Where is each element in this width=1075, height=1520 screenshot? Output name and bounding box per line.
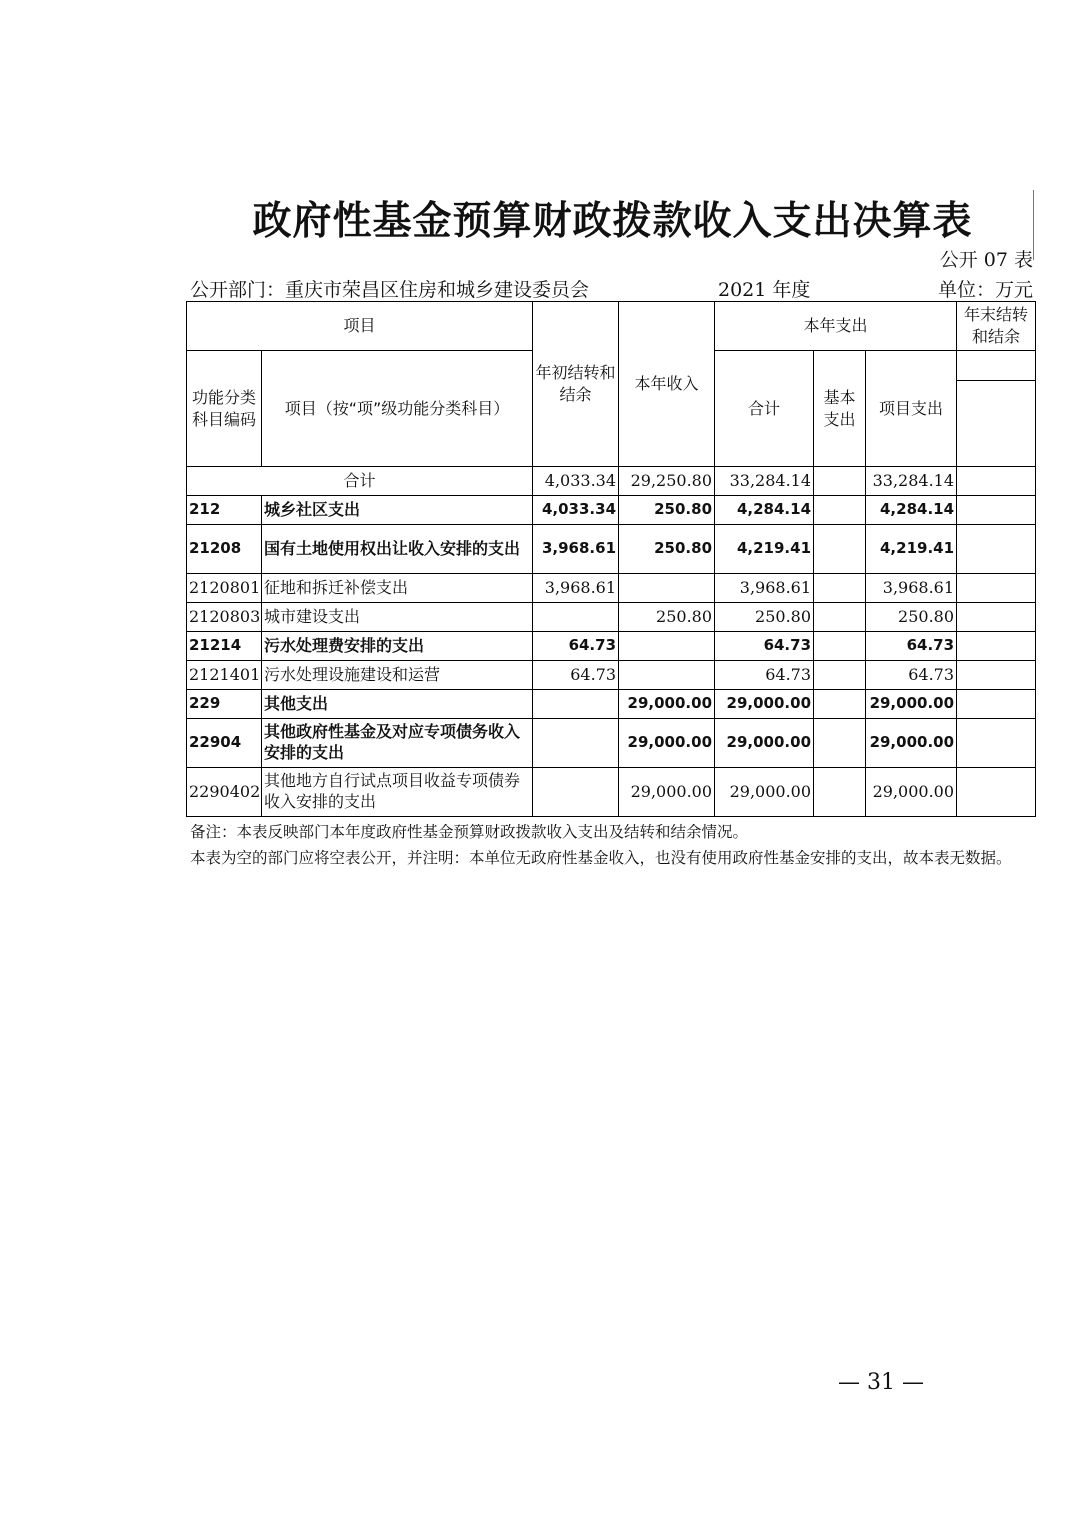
row-begin-balance: 64.73 [533,661,619,690]
row-name: 污水处理设施建设和运营 [262,661,533,690]
row-exp-total: 64.73 [715,661,814,690]
total-income: 29,250.80 [619,467,715,496]
row-exp-project: 64.73 [866,632,957,661]
table-row [187,525,1036,574]
row-code: 2290402 [187,768,262,817]
row-code: 22904 [187,719,262,768]
row-end-balance [957,574,1036,603]
row-begin-balance [533,690,619,719]
row-end-balance [957,661,1036,690]
row-code: 21208 [187,525,262,574]
row-exp-total: 4,284.14 [715,496,814,525]
row-end-balance [957,632,1036,661]
row-end-balance [957,690,1036,719]
row-begin-balance [533,768,619,817]
table-row [187,719,1036,768]
row-exp-project: 29,000.00 [866,768,957,817]
header-income: 本年收入 [619,302,715,467]
row-name: 国有土地使用权出让收入安排的支出 [262,525,533,574]
row-exp-total: 29,000.00 [715,768,814,817]
row-exp-basic [814,603,866,632]
row-code: 229 [187,690,262,719]
row-name: 其他地方自行试点项目收益专项债券收入安排的支出 [262,768,533,817]
row-code: 21214 [187,632,262,661]
row-exp-total: 3,968.61 [715,574,814,603]
row-exp-total: 64.73 [715,632,814,661]
row-code: 2120801 [187,574,262,603]
row-exp-project: 4,284.14 [866,496,957,525]
table-row [187,661,1036,690]
row-income [619,574,715,603]
row-income: 29,000.00 [619,719,715,768]
header-end-balance-spacer [957,351,1036,381]
row-exp-total: 29,000.00 [715,719,814,768]
row-exp-basic [814,661,866,690]
row-exp-basic [814,496,866,525]
table-row [187,496,1036,525]
department-label: 公开部门：重庆市荣昌区住房和城乡建设委员会 [190,279,590,301]
table-row [187,632,1036,661]
header-item: 项目 [187,302,533,351]
fund-budget-table [186,301,1036,817]
total-exp-project: 33,284.14 [866,467,957,496]
header-end-balance-spacer [957,381,1036,467]
row-exp-basic [814,690,866,719]
header-expense: 本年支出 [715,302,957,351]
row-begin-balance: 64.73 [533,632,619,661]
row-end-balance [957,719,1036,768]
row-end-balance [957,525,1036,574]
header-exp-basic: 基本支出 [814,351,866,467]
row-code: 2121401 [187,661,262,690]
row-name: 污水处理费安排的支出 [262,632,533,661]
row-name: 征地和拆迁补偿支出 [262,574,533,603]
total-exp-basic [814,467,866,496]
document-title: 政府性基金预算财政拨款收入支出决算表 [252,199,973,244]
row-exp-basic [814,719,866,768]
table-row [187,574,1036,603]
row-end-balance [957,496,1036,525]
row-income [619,632,715,661]
row-exp-basic [814,632,866,661]
table-number: 公开 07 表 [939,249,1033,271]
total-begin-balance: 4,033.34 [533,467,619,496]
total-end-balance [957,467,1036,496]
row-income: 29,000.00 [619,690,715,719]
table-row [187,768,1036,817]
row-begin-balance: 4,033.34 [533,496,619,525]
row-exp-project: 4,219.41 [866,525,957,574]
row-name: 城乡社区支出 [262,496,533,525]
row-begin-balance: 3,968.61 [533,525,619,574]
row-exp-total: 29,000.00 [715,690,814,719]
row-exp-project: 64.73 [866,661,957,690]
table-row [187,690,1036,719]
row-name: 其他支出 [262,690,533,719]
unit-label: 单位：万元 [937,279,1033,301]
row-income: 250.80 [619,525,715,574]
row-exp-basic [814,525,866,574]
row-end-balance [957,603,1036,632]
row-name: 城市建设支出 [262,603,533,632]
row-end-balance [957,768,1036,817]
row-income: 29,000.00 [619,768,715,817]
note-remark: 备注：本表反映部门本年度政府性基金预算财政拨款收入支出及结转和结余情况。 [190,823,749,841]
row-code: 212 [187,496,262,525]
header-exp-project: 项目支出 [866,351,957,467]
row-exp-total: 4,219.41 [715,525,814,574]
header-func-code: 功能分类科目编码 [187,351,262,467]
row-exp-project: 29,000.00 [866,690,957,719]
row-income: 250.80 [619,496,715,525]
row-income [619,661,715,690]
header-func-name: 项目（按“项”级功能分类科目） [262,351,533,467]
table-row-total [187,467,1036,496]
row-exp-basic [814,574,866,603]
header-exp-total: 合计 [715,351,814,467]
total-label: 合计 [187,467,533,496]
fiscal-year: 2021 年度 [718,279,811,301]
total-exp-total: 33,284.14 [715,467,814,496]
row-code: 2120803 [187,603,262,632]
page-number: — 31 — [838,1370,924,1395]
row-exp-project: 29,000.00 [866,719,957,768]
row-name: 其他政府性基金及对应专项债务收入安排的支出 [262,719,533,768]
table-row [187,603,1036,632]
header-end-balance: 年末结转和结余 [957,302,1036,351]
row-exp-project: 3,968.61 [866,574,957,603]
row-begin-balance [533,719,619,768]
header-begin-balance: 年初结转和结余 [533,302,619,467]
note-empty-table: 本表为空的部门应将空表公开，并注明：本单位无政府性基金收入，也没有使用政府性基金安排的支出，故本表无数据。 [190,849,1012,867]
row-begin-balance [533,603,619,632]
row-income: 250.80 [619,603,715,632]
row-exp-project: 250.80 [866,603,957,632]
row-exp-basic [814,768,866,817]
row-begin-balance: 3,968.61 [533,574,619,603]
row-exp-total: 250.80 [715,603,814,632]
